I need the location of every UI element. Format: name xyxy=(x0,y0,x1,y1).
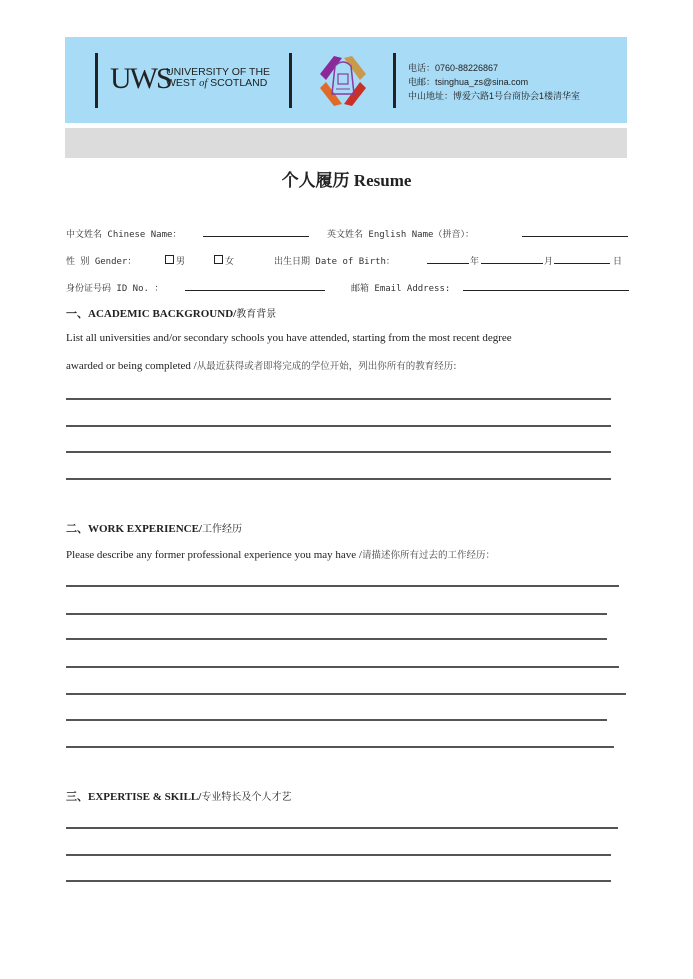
academic-entry-line[interactable] xyxy=(66,451,611,453)
gender-female-option[interactable] xyxy=(214,254,234,267)
academic-heading xyxy=(66,305,276,321)
id-label: 身份证号码 ID No. ： xyxy=(66,284,164,294)
skill-heading-en: 三、EXPERTISE & SKILL/ xyxy=(66,791,202,803)
dob-month-field[interactable] xyxy=(481,253,543,264)
work-heading xyxy=(66,520,242,536)
school-emblem-icon xyxy=(312,50,374,112)
academic-entry-line[interactable] xyxy=(66,478,611,480)
academic-instructions-line2 xyxy=(66,358,456,372)
work-heading-cn: 工作经历 xyxy=(202,524,242,535)
email-label: 邮箱 Email Address: xyxy=(351,284,451,294)
contact-email: 电邮：tsinghua_zs@sina.com xyxy=(408,77,529,87)
work-entry-line[interactable] xyxy=(66,719,607,721)
name-row xyxy=(66,227,181,240)
uws-line2-b: SCOTLAND xyxy=(207,77,268,89)
work-instructions xyxy=(66,547,495,561)
dob-day-label: 日 xyxy=(613,257,623,267)
skill-heading xyxy=(66,788,291,804)
uws-logo-text xyxy=(166,67,270,89)
work-instructions-en: Please describe any former professional experience you may have / xyxy=(66,549,362,561)
academic-instructions-en: awarded or being completed / xyxy=(66,360,197,372)
work-instructions-cn: 请描述你所有过去的工作经历： xyxy=(361,550,495,561)
female-label: 女 xyxy=(225,257,235,267)
skill-entry-line[interactable] xyxy=(66,827,618,829)
male-checkbox[interactable] xyxy=(165,255,174,264)
divider xyxy=(393,53,396,108)
page-title: 个人履历 Resume xyxy=(281,171,412,190)
divider xyxy=(289,53,292,108)
chinese-name-field[interactable] xyxy=(203,226,309,237)
work-entry-line[interactable] xyxy=(66,666,619,668)
academic-instructions-cn: 从最近获得或者即将完成的学位开始，列出你所有的教育经历: xyxy=(196,361,457,372)
academic-instructions-line1: List all universities and/or secondary schools you have attended, starting from the most recent degree xyxy=(66,332,512,344)
male-label: 男 xyxy=(176,257,186,267)
work-entry-line[interactable] xyxy=(66,693,626,695)
uws-logo-line2 xyxy=(166,78,270,89)
chinese-name-label: 中文姓名 Chinese Name： xyxy=(66,230,182,240)
dob-label: 出生日期 Date of Birth： xyxy=(274,257,395,267)
skill-heading-cn: 专业特长及个人才艺 xyxy=(201,792,292,803)
academic-heading-cn: 教育背景 xyxy=(236,309,277,320)
academic-entry-line[interactable] xyxy=(66,398,611,400)
contact-address: 中山地址：博爱六路1号台商协会1楼清华室 xyxy=(408,91,581,101)
female-checkbox[interactable] xyxy=(214,255,223,264)
id-field[interactable] xyxy=(185,280,325,291)
gray-divider-bar xyxy=(65,128,627,158)
work-entry-line[interactable] xyxy=(66,613,607,615)
dob-year-label: 年 xyxy=(470,257,480,267)
academic-entry-line[interactable] xyxy=(66,425,611,427)
dob-month-label: 月 xyxy=(544,257,554,267)
uws-logo-mark: UWS xyxy=(110,62,171,95)
academic-heading-en: 一、ACADEMIC BACKGROUND/ xyxy=(66,308,237,320)
work-heading-en: 二、WORK EXPERIENCE/ xyxy=(66,523,202,535)
work-entry-line[interactable] xyxy=(66,638,607,640)
work-entry-line[interactable] xyxy=(66,585,619,587)
uws-line2-a: WEST xyxy=(166,77,200,89)
english-name-field[interactable] xyxy=(522,226,628,237)
email-field[interactable] xyxy=(463,280,629,291)
skill-entry-line[interactable] xyxy=(66,880,611,882)
uws-logo-line1: UNIVERSITY OF THE xyxy=(166,66,271,78)
work-entry-line[interactable] xyxy=(66,746,614,748)
english-name-label: 英文姓名 English Name（拼音）： xyxy=(327,230,474,240)
gender-label: 性 别 Gender： xyxy=(66,257,137,267)
contact-phone: 电话：0760-88226867 xyxy=(408,63,499,73)
divider xyxy=(95,53,98,108)
dob-year-field[interactable] xyxy=(427,253,469,264)
dob-day-field[interactable] xyxy=(554,253,610,264)
contact-info xyxy=(408,61,580,103)
gender-male-option[interactable] xyxy=(165,254,185,267)
uws-line2-of: of xyxy=(199,78,208,89)
skill-entry-line[interactable] xyxy=(66,854,611,856)
